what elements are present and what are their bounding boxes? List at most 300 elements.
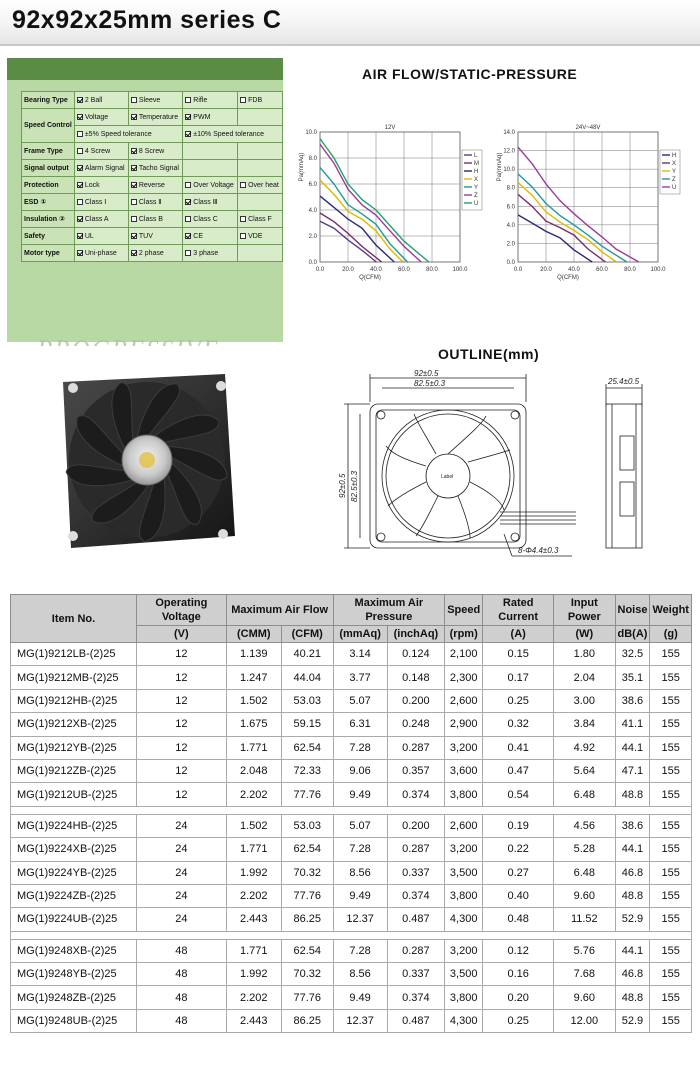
table-cell: 155 <box>650 963 692 986</box>
table-row <box>11 783 692 806</box>
chart-y-label: Pa(mmAq) <box>497 152 503 182</box>
table-cell: 3,500 <box>445 963 483 986</box>
spec-option <box>183 109 238 126</box>
chart-x-tick-label: 60.0 <box>596 267 608 273</box>
spec-option <box>183 211 238 228</box>
spec-option-label: Alarm Signal <box>84 164 125 172</box>
group-separator <box>11 806 692 814</box>
chart-frame <box>518 132 658 262</box>
chart-title: 12V <box>384 125 396 131</box>
table-cell: 0.48 <box>483 908 554 931</box>
column-unit: (A) <box>483 626 554 643</box>
table-cell: 44.1 <box>615 736 650 759</box>
spec-option <box>74 92 128 109</box>
spec-row-label: Signal output <box>22 160 75 177</box>
spec-row <box>22 211 283 228</box>
spec-option-label: Temperature <box>138 113 179 121</box>
spec-option-label: Tacho Signal <box>138 164 179 172</box>
table-cell: 24 <box>137 908 227 931</box>
outline-title: OUTLINE(mm) <box>438 346 540 362</box>
table-row <box>11 986 692 1009</box>
chart-y-tick-label: 4.0 <box>506 222 515 229</box>
column-unit: (CMM) <box>226 626 281 643</box>
checked-box-icon <box>185 199 191 205</box>
page-title: 92x92x25mm series C <box>12 6 282 34</box>
table-cell: 3.00 <box>554 689 615 712</box>
table-cell: 3,200 <box>445 736 483 759</box>
table-cell: 72.33 <box>281 759 333 782</box>
table-cell: 7.68 <box>554 963 615 986</box>
spec-option-label: CE <box>193 232 204 240</box>
table-cell: 3,600 <box>445 759 483 782</box>
table-cell: 3,500 <box>445 861 483 884</box>
spec-option-label: Class Ⅱ <box>138 199 162 206</box>
table-cell: 52.9 <box>615 1009 650 1032</box>
chart-title: 24V~48V <box>575 125 601 131</box>
spec-option-label: 8 Screw <box>138 147 165 155</box>
chart-x-tick-label: 100.0 <box>650 267 666 273</box>
unchecked-box-icon <box>77 199 83 205</box>
spec-panel-band <box>7 58 283 80</box>
table-cell: 2.202 <box>226 783 281 806</box>
table-cell: 2.202 <box>226 884 281 907</box>
table-cell: 48.8 <box>615 986 650 1009</box>
item-number-cell: MG(1)9248ZB-(2)25 <box>11 986 137 1009</box>
table-cell: 1.992 <box>226 861 281 884</box>
chart-y-tick-label: 2.0 <box>506 241 515 248</box>
spec-row <box>22 160 283 177</box>
checked-box-icon <box>77 165 83 171</box>
table-cell: 0.41 <box>483 736 554 759</box>
dim-height-outer: 92±0.5 <box>338 473 347 498</box>
spec-option-label: Uni-phase <box>84 249 117 257</box>
table-cell: 86.25 <box>281 908 333 931</box>
table-cell: 46.8 <box>615 963 650 986</box>
spec-option <box>74 160 128 177</box>
column-header: Rated Current <box>483 595 554 626</box>
chart-y-tick-label: 6.0 <box>308 182 317 188</box>
table-cell: 46.8 <box>615 861 650 884</box>
item-number-cell: MG(1)9224HB-(2)25 <box>11 814 137 837</box>
table-cell: 0.22 <box>483 838 554 861</box>
airflow-title: AIR FLOW/STATIC-PRESSURE <box>362 66 578 82</box>
unchecked-box-icon <box>240 216 246 222</box>
table-cell: 5.28 <box>554 838 615 861</box>
chart-legend-label: L <box>474 153 478 159</box>
spec-row-label: Motor type <box>22 245 75 262</box>
table-cell: 1.502 <box>226 689 281 712</box>
table-cell: 70.32 <box>281 963 333 986</box>
table-cell: 48.8 <box>615 783 650 806</box>
table-cell: 4.56 <box>554 814 615 837</box>
outline-drawing <box>290 366 700 571</box>
table-cell: 35.1 <box>615 666 650 689</box>
table-cell: 0.124 <box>387 643 445 666</box>
unchecked-box-icon <box>185 216 191 222</box>
table-cell: 12 <box>137 666 227 689</box>
table-cell: 0.487 <box>387 908 445 931</box>
spec-option-label: Sleeve <box>138 96 161 104</box>
table-row <box>11 814 692 837</box>
spec-row <box>22 143 283 160</box>
table-cell: 12 <box>137 783 227 806</box>
spec-row <box>22 109 283 126</box>
table-cell: 0.200 <box>387 689 445 712</box>
chart-x-tick-label: 100.0 <box>452 267 468 273</box>
spec-row-label: Safety <box>22 228 75 245</box>
table-cell: 155 <box>650 713 692 736</box>
table-cell: 38.6 <box>615 689 650 712</box>
spec-empty-cell <box>238 109 283 126</box>
spec-option <box>183 92 238 109</box>
table-cell: 1.675 <box>226 713 281 736</box>
checked-box-icon <box>185 131 191 137</box>
chart-legend-box <box>462 150 482 210</box>
chart-x-label: Q(CFM) <box>359 275 381 281</box>
table-cell: 62.54 <box>281 736 333 759</box>
table-cell: 38.6 <box>615 814 650 837</box>
chart-y-tick-label: 2.0 <box>308 234 317 240</box>
table-cell: 9.60 <box>554 986 615 1009</box>
item-number-cell: MG(1)9212ZB-(2)25 <box>11 759 137 782</box>
table-cell: 1.80 <box>554 643 615 666</box>
chart-legend-label: U <box>672 185 677 191</box>
fan-image <box>7 346 283 572</box>
table-row <box>11 963 692 986</box>
table-cell: 0.20 <box>483 986 554 1009</box>
checked-box-icon <box>77 182 83 188</box>
table-cell: 1.771 <box>226 939 281 962</box>
column-header: Weight <box>650 595 692 626</box>
table-cell: 0.487 <box>387 1009 445 1032</box>
checked-box-icon <box>131 182 137 188</box>
table-cell: 0.32 <box>483 713 554 736</box>
table-cell: 41.1 <box>615 713 650 736</box>
item-number-cell: MG(1)9248UB-(2)25 <box>11 1009 137 1032</box>
checked-box-icon <box>131 250 137 256</box>
unchecked-box-icon <box>77 148 83 154</box>
table-cell: 12 <box>137 689 227 712</box>
table-cell: 2.202 <box>226 986 281 1009</box>
unchecked-box-icon <box>185 182 191 188</box>
table-cell: 0.374 <box>387 884 445 907</box>
table-cell: 2,600 <box>445 814 483 837</box>
fan-photo <box>7 346 283 572</box>
spec-option <box>183 245 238 262</box>
outline-section <box>290 346 700 572</box>
table-cell: 0.15 <box>483 643 554 666</box>
checked-box-icon <box>131 148 137 154</box>
table-cell: 4,300 <box>445 1009 483 1032</box>
spec-option-label: ±5% Speed tolerance <box>84 130 152 138</box>
table-cell: 5.64 <box>554 759 615 782</box>
table-cell: 3,800 <box>445 783 483 806</box>
spec-option <box>128 143 182 160</box>
table-cell: 77.76 <box>281 884 333 907</box>
spec-option <box>74 126 182 143</box>
column-unit: (V) <box>137 626 227 643</box>
table-cell: 48 <box>137 963 227 986</box>
chart-x-tick-label: 40.0 <box>568 267 580 273</box>
spec-empty-cell <box>238 160 283 177</box>
chart-x-tick-label: 60.0 <box>398 267 410 273</box>
table-row <box>11 861 692 884</box>
table-cell: 2.443 <box>226 1009 281 1032</box>
spec-option-label: Class F <box>248 215 272 223</box>
column-header: Item No. <box>11 595 137 643</box>
chart-y-tick-label: 10.0 <box>305 130 317 136</box>
table-cell: 12.37 <box>333 1009 387 1032</box>
spec-row-label: Protection <box>22 177 75 194</box>
table-cell: 47.1 <box>615 759 650 782</box>
table-cell: 0.12 <box>483 939 554 962</box>
table-cell: 44.04 <box>281 666 333 689</box>
table-cell: 3.14 <box>333 643 387 666</box>
table-cell: 7.28 <box>333 939 387 962</box>
table-cell: 2,300 <box>445 666 483 689</box>
title-bar <box>0 0 700 46</box>
table-cell: 12.00 <box>554 1009 615 1032</box>
spec-option-label: Class Ⅰ <box>84 199 107 206</box>
item-number-cell: MG(1)9212LB-(2)25 <box>11 643 137 666</box>
spec-empty-cell <box>238 143 283 160</box>
item-number-cell: MG(1)9224UB-(2)25 <box>11 908 137 931</box>
spec-option <box>74 245 128 262</box>
chart-legend-label: U <box>474 201 479 207</box>
spec-option <box>128 194 182 211</box>
spec-option-label: UL <box>84 232 94 240</box>
spec-option <box>128 92 182 109</box>
table-cell: 2,900 <box>445 713 483 736</box>
spec-row-label: Frame Type <box>22 143 75 160</box>
spec-row <box>22 228 283 245</box>
table-cell: 8.56 <box>333 963 387 986</box>
table-cell: 24 <box>137 814 227 837</box>
column-header: Maximum Air Flow <box>226 595 333 626</box>
table-cell: 0.25 <box>483 1009 554 1032</box>
table-cell: 3.84 <box>554 713 615 736</box>
table-cell: 8.56 <box>333 861 387 884</box>
table-cell: 155 <box>650 939 692 962</box>
table-row <box>11 1009 692 1032</box>
spec-empty-cell <box>238 245 283 262</box>
table-cell: 0.40 <box>483 884 554 907</box>
table-cell: 0.357 <box>387 759 445 782</box>
table-cell: 44.1 <box>615 939 650 962</box>
item-number-cell: MG(1)9224XB-(2)25 <box>11 838 137 861</box>
table-cell: 0.27 <box>483 861 554 884</box>
table-cell: 3.77 <box>333 666 387 689</box>
table-cell: 12.37 <box>333 908 387 931</box>
group-separator-cell <box>11 931 692 939</box>
table-cell: 155 <box>650 643 692 666</box>
table-cell: 48 <box>137 939 227 962</box>
column-header: Operating Voltage <box>137 595 227 626</box>
table-cell: 32.5 <box>615 643 650 666</box>
chart-legend-label: Z <box>672 177 676 183</box>
table-cell: 12 <box>137 736 227 759</box>
table-cell: 0.47 <box>483 759 554 782</box>
chart-x-tick-label: 0.0 <box>315 267 325 273</box>
item-number-cell: MG(1)9212UB-(2)25 <box>11 783 137 806</box>
dim-height-inner: 82.5±0.3 <box>350 470 359 502</box>
unchecked-box-icon <box>240 97 246 103</box>
table-cell: 4,300 <box>445 908 483 931</box>
spec-row-label: ESD ① <box>22 194 75 211</box>
chart-legend-label: M <box>474 161 479 167</box>
label-text: Label <box>441 474 454 480</box>
chart-legend-label: X <box>474 177 479 183</box>
item-number-cell: MG(1)9212MB-(2)25 <box>11 666 137 689</box>
chart-legend-label: Y <box>672 169 677 175</box>
table-cell: 0.337 <box>387 963 445 986</box>
table-row <box>11 713 692 736</box>
spec-option <box>128 245 182 262</box>
spec-panel <box>7 58 283 342</box>
spec-option-label: Reverse <box>138 181 165 189</box>
spec-option-label: Class C <box>193 215 218 223</box>
chart-y-tick-label: 14.0 <box>503 130 515 136</box>
table-cell: 1.247 <box>226 666 281 689</box>
table-cell: 7.28 <box>333 736 387 759</box>
unchecked-box-icon <box>131 216 137 222</box>
table-cell: 2.443 <box>226 908 281 931</box>
table-cell: 155 <box>650 689 692 712</box>
chart-x-tick-label: 20.0 <box>342 267 354 273</box>
chart-legend-label: X <box>672 161 677 167</box>
spec-option <box>183 126 283 143</box>
table-cell: 155 <box>650 759 692 782</box>
table-cell: 1.771 <box>226 736 281 759</box>
table-cell: 48 <box>137 986 227 1009</box>
table-cell: 155 <box>650 884 692 907</box>
unchecked-box-icon <box>131 97 137 103</box>
spec-row <box>22 194 283 211</box>
table-cell: 11.52 <box>554 908 615 931</box>
chart-x-tick-label: 20.0 <box>540 267 552 273</box>
table-cell: 155 <box>650 736 692 759</box>
table-cell: 7.28 <box>333 838 387 861</box>
table-cell: 77.76 <box>281 986 333 1009</box>
spec-option <box>74 211 128 228</box>
table-cell: 0.19 <box>483 814 554 837</box>
spec-option-label: FDB <box>248 96 263 104</box>
chart-legend-label: Y <box>474 185 479 191</box>
column-unit: (W) <box>554 626 615 643</box>
dim-depth: 25.4±0.5 <box>608 377 640 386</box>
dim-inner: 82.5±0.3 <box>414 379 446 388</box>
table-cell: 3,800 <box>445 986 483 1009</box>
table-cell: 70.32 <box>281 861 333 884</box>
spec-option <box>128 211 182 228</box>
table-cell: 3,800 <box>445 884 483 907</box>
spec-option-label: Voltage <box>84 113 109 121</box>
spec-row-label: Insulation ② <box>22 211 75 228</box>
item-number-cell: MG(1)9248YB-(2)25 <box>11 963 137 986</box>
spec-option-label: Class B <box>138 215 163 223</box>
unchecked-box-icon <box>185 97 191 103</box>
checked-box-icon <box>77 216 83 222</box>
chart-y-label: Pa(mmAq) <box>299 152 305 182</box>
table-cell: 5.07 <box>333 689 387 712</box>
chart-y-tick-label: 8.0 <box>506 185 515 192</box>
table-cell: 53.03 <box>281 689 333 712</box>
table-cell: 44.1 <box>615 838 650 861</box>
spec-option <box>128 228 182 245</box>
chart-y-tick-label: 0.0 <box>308 260 317 266</box>
spec-option <box>238 177 283 194</box>
table-cell: 24 <box>137 884 227 907</box>
table-cell: 0.17 <box>483 666 554 689</box>
column-unit: (inchAq) <box>387 626 445 643</box>
spec-option <box>128 160 182 177</box>
table-cell: 0.248 <box>387 713 445 736</box>
spec-option-label: 4 Screw <box>84 147 111 155</box>
table-cell: 155 <box>650 861 692 884</box>
table-cell: 48 <box>137 1009 227 1032</box>
table-cell: 1.502 <box>226 814 281 837</box>
spec-option <box>128 109 182 126</box>
table-cell: 0.54 <box>483 783 554 806</box>
spec-option-label: Rifle <box>193 96 208 104</box>
table-cell: 155 <box>650 908 692 931</box>
table-cell: 155 <box>650 1009 692 1032</box>
spec-option <box>183 177 238 194</box>
table-cell: 2.04 <box>554 666 615 689</box>
checked-box-icon <box>131 165 137 171</box>
table-cell: 155 <box>650 666 692 689</box>
spec-checklist <box>21 91 283 262</box>
table-cell: 155 <box>650 986 692 1009</box>
checked-box-icon <box>131 114 137 120</box>
table-cell: 6.48 <box>554 861 615 884</box>
column-header: Input Power <box>554 595 615 626</box>
chart-legend-label: H <box>474 169 479 175</box>
table-cell: 6.48 <box>554 783 615 806</box>
unchecked-box-icon <box>77 131 83 137</box>
checked-box-icon <box>185 233 191 239</box>
unchecked-box-icon <box>131 199 137 205</box>
item-number-cell: MG(1)9212YB-(2)25 <box>11 736 137 759</box>
table-cell: 0.287 <box>387 736 445 759</box>
airflow-section <box>290 58 700 342</box>
spec-empty-cell <box>183 143 238 160</box>
table-cell: 9.06 <box>333 759 387 782</box>
spec-option-label: Class A <box>84 215 109 223</box>
table-cell: 2,600 <box>445 689 483 712</box>
table-row <box>11 838 692 861</box>
dim-holes: 8-Φ4.4±0.3 <box>518 546 559 555</box>
spec-option <box>238 92 283 109</box>
spec-row-label: Speed Control <box>22 109 75 143</box>
table-cell: 6.31 <box>333 713 387 736</box>
checked-box-icon <box>77 250 83 256</box>
table-cell: 0.200 <box>387 814 445 837</box>
spec-row-label: Bearing Type <box>22 92 75 109</box>
spec-empty-cell <box>238 194 283 211</box>
spec-option <box>183 228 238 245</box>
chart-x-tick-label: 80.0 <box>426 267 438 273</box>
table-cell: 12 <box>137 643 227 666</box>
chart-y-tick-label: 12.0 <box>503 148 515 155</box>
chart-frame <box>320 132 460 262</box>
item-number-cell: MG(1)9224YB-(2)25 <box>11 861 137 884</box>
chart-y-tick-label: 8.0 <box>308 156 317 162</box>
table-cell: 155 <box>650 783 692 806</box>
table-row <box>11 759 692 782</box>
spec-option <box>238 211 283 228</box>
table-cell: 24 <box>137 861 227 884</box>
